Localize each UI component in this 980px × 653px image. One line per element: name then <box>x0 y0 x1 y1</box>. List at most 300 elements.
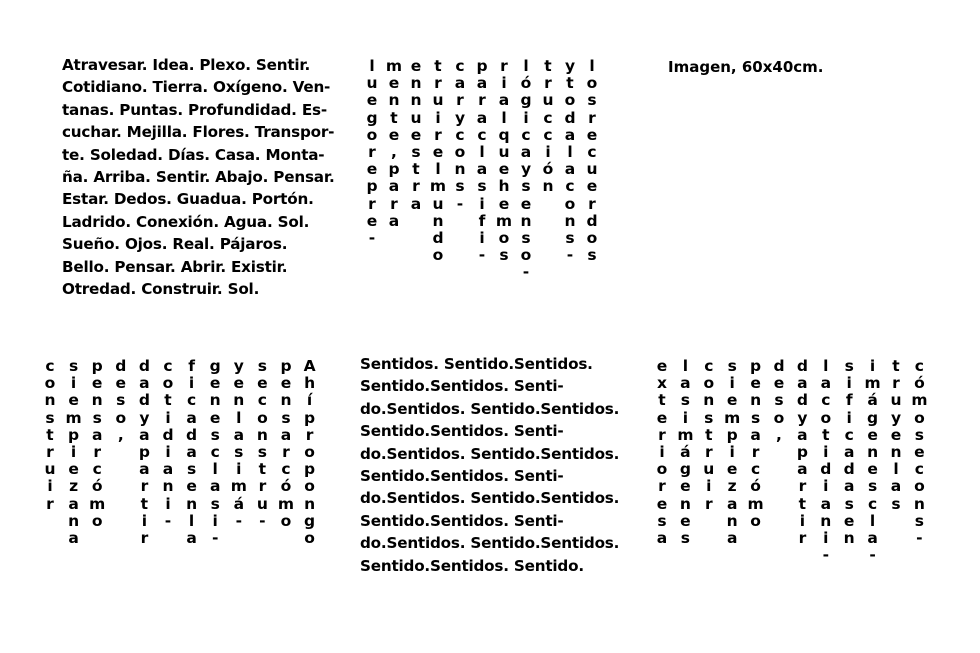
column-letter: s <box>281 408 291 427</box>
paragraph-line: Otredad. Construir. Sol. <box>62 280 260 299</box>
column-letter: a <box>139 460 150 479</box>
column-letter: g <box>867 408 879 427</box>
vertical-column <box>134 358 154 547</box>
column-letter: a <box>843 443 855 462</box>
column-letter: d <box>432 229 444 248</box>
column-letter: g <box>366 108 378 127</box>
column-letter: a <box>820 374 832 393</box>
column-letter: p <box>68 425 80 444</box>
vertical-column <box>40 358 60 513</box>
column-letter: y <box>890 408 902 427</box>
column-letter: z <box>727 477 737 496</box>
column-letter: - <box>211 529 219 548</box>
vertical-column <box>406 58 426 213</box>
column-letter: o <box>564 91 576 110</box>
column-letter: o <box>586 74 598 93</box>
column-letter: e <box>257 374 268 393</box>
column-letter: n <box>68 511 80 530</box>
vertical-column <box>252 358 272 530</box>
column-letter: r <box>478 91 486 110</box>
column-letter: m <box>89 494 106 513</box>
column-letter: i <box>236 460 242 479</box>
vertical-column <box>792 358 812 547</box>
column-letter: s <box>844 494 854 513</box>
column-letter: á <box>867 391 878 410</box>
column-letter: s <box>914 425 924 444</box>
column-letter: e <box>914 443 925 462</box>
column-letter: - <box>522 263 530 282</box>
column-letter: e <box>91 374 103 393</box>
column-letter: p <box>796 443 808 462</box>
column-letter: ó <box>542 160 554 179</box>
column-letter: u <box>542 91 554 110</box>
column-letter: n <box>867 443 879 462</box>
column-letter: l <box>567 143 573 162</box>
column-letter: a <box>233 425 245 444</box>
vertical-column <box>886 358 906 513</box>
column-letter: i <box>682 408 689 427</box>
column-letter: a <box>867 529 878 548</box>
column-letter: r <box>434 74 442 93</box>
column-letter: g <box>679 460 691 479</box>
paragraph-line: Sueño. Ojos. Real. Pájaros. <box>62 235 288 254</box>
column-letter: u <box>44 460 56 479</box>
column-letter: p <box>750 357 762 375</box>
paragraph-line: Sentido.Sentidos. Sentido. <box>360 556 584 575</box>
column-letter: d <box>820 460 832 479</box>
column-letter: f <box>188 357 195 375</box>
column-letter: g <box>520 91 532 110</box>
column-letter: s <box>891 494 901 513</box>
column-letter: c <box>821 391 831 410</box>
column-letter: e <box>280 374 292 393</box>
column-letter: d <box>773 357 785 375</box>
column-letter: t <box>544 57 552 75</box>
column-letter: a <box>726 529 738 548</box>
column-letter: e <box>750 374 761 393</box>
column-letter: m <box>65 408 82 427</box>
paragraph-line: cuchar. Mejilla. Flores. Transpor- <box>62 123 335 142</box>
column-letter: a <box>843 477 855 496</box>
column-letter: i <box>165 408 171 427</box>
column-letter: o <box>454 143 466 162</box>
column-letter: o <box>280 511 292 530</box>
column-letter: e <box>498 160 510 179</box>
column-letter: a <box>410 194 422 213</box>
column-letter: r <box>704 494 713 513</box>
column-letter: a <box>797 460 808 479</box>
column-letter: t <box>434 57 442 75</box>
column-letter: f <box>845 391 853 410</box>
column-letter: c <box>210 443 220 462</box>
column-letter: t <box>140 494 149 513</box>
column-letter: p <box>280 357 292 375</box>
column-letter: i <box>729 443 735 462</box>
column-letter: o <box>914 408 925 427</box>
column-letter: i <box>165 443 171 462</box>
vertical-column <box>560 58 580 264</box>
column-letter: d <box>796 391 808 410</box>
column-letter: m <box>230 477 247 496</box>
vertical-column <box>472 58 492 264</box>
column-letter: p <box>726 425 738 444</box>
column-letter: a <box>139 374 150 393</box>
column-letter: m <box>429 177 447 196</box>
column-letter: - <box>478 246 486 265</box>
column-letter: t <box>892 357 900 375</box>
column-letter: c <box>750 460 761 479</box>
column-letter: i <box>435 108 441 127</box>
column-letter: r <box>434 125 442 144</box>
column-letter: a <box>280 425 292 444</box>
column-letter: - <box>869 546 876 565</box>
column-letter: t <box>658 391 666 410</box>
column-letter: i <box>141 511 148 530</box>
column-letter: s <box>680 391 690 410</box>
column-letter: m <box>495 211 513 230</box>
column-letter: t <box>822 425 830 444</box>
column-letter: l <box>823 357 829 375</box>
column-letter: o <box>162 374 174 393</box>
column-letter: p <box>304 460 316 479</box>
column-letter: d <box>586 211 598 230</box>
column-letter: a <box>186 443 197 462</box>
column-letter: s <box>680 529 690 548</box>
column-letter: ó <box>91 477 103 496</box>
column-letter: l <box>236 408 242 427</box>
column-letter: s <box>499 246 509 265</box>
column-letter: e <box>867 425 878 444</box>
column-letter: s <box>257 357 267 375</box>
column-letter: e <box>432 143 444 162</box>
column-letter: a <box>388 177 400 196</box>
column-letter: l <box>893 460 899 479</box>
vertical-column <box>428 58 448 264</box>
column-letter: , <box>117 425 124 444</box>
column-letter: e <box>656 494 668 513</box>
paragraph-line: Sentido.Sentidos. Senti- <box>360 511 564 530</box>
column-letter: z <box>69 477 79 496</box>
vertical-column <box>769 358 789 444</box>
column-letter: n <box>280 391 292 410</box>
column-letter: o <box>520 246 532 265</box>
column-letter: n <box>913 494 925 513</box>
column-letter: c <box>867 494 878 513</box>
column-letter: s <box>704 408 714 427</box>
column-letter: y <box>564 57 576 75</box>
column-letter: á <box>233 494 245 513</box>
column-letter: e <box>366 211 378 230</box>
column-letter: l <box>501 108 507 127</box>
column-letter: a <box>820 494 832 513</box>
column-letter: u <box>432 194 444 213</box>
column-letter: ó <box>914 374 925 393</box>
column-letter: o <box>498 229 510 248</box>
column-letter: c <box>565 177 575 196</box>
column-letter: e <box>410 57 422 75</box>
column-letter: l <box>869 511 876 530</box>
column-letter: n <box>432 211 444 230</box>
column-letter: i <box>479 229 485 248</box>
column-letter: l <box>589 57 595 75</box>
column-letter: y <box>454 108 466 127</box>
paragraph-line: Atravesar. Idea. Plexo. Sentir. <box>62 56 311 74</box>
column-letter: e <box>233 374 245 393</box>
vertical-column <box>652 358 672 547</box>
paragraph-line: Estar. Dedos. Guadua. Portón. <box>62 190 314 209</box>
column-letter: m <box>747 494 764 513</box>
column-letter: c <box>163 357 173 375</box>
column-letter: i <box>799 511 806 530</box>
column-letter: e <box>366 91 378 110</box>
column-letter: r <box>368 143 376 162</box>
column-letter: o <box>773 408 785 427</box>
column-letter: p <box>366 177 378 196</box>
paragraph-line: ña. Arriba. Sentir. Abajo. Pensar. <box>62 168 335 187</box>
column-letter: u <box>703 460 715 479</box>
column-letter: y <box>520 160 532 179</box>
column-letter: e <box>867 460 878 479</box>
column-letter: a <box>139 425 150 444</box>
column-letter: i <box>212 511 218 530</box>
column-letter: c <box>543 108 553 127</box>
column-letter: - <box>456 194 464 213</box>
column-letter: n <box>388 91 400 110</box>
column-letter: c <box>844 425 854 444</box>
column-letter: t <box>412 160 420 179</box>
column-letter: d <box>162 425 174 444</box>
vertical-column <box>909 358 929 547</box>
column-letter: e <box>388 125 400 144</box>
column-letter: e <box>388 74 400 93</box>
column-letter: c <box>543 125 553 144</box>
column-letter: h <box>304 374 316 393</box>
column-letter: p <box>91 357 103 375</box>
column-letter: n <box>703 391 715 410</box>
column-letter: i <box>70 443 77 462</box>
column-letter: i <box>869 357 876 375</box>
column-letter: o <box>44 374 56 393</box>
column-letter: i <box>479 194 485 213</box>
column-letter: ó <box>520 74 532 93</box>
column-letter: s <box>477 177 487 196</box>
column-letter: u <box>366 74 378 93</box>
column-letter: s <box>234 443 244 462</box>
vertical-column <box>722 358 742 547</box>
column-letter: a <box>476 74 488 93</box>
paragraph-sentidos <box>360 353 619 577</box>
column-letter: f <box>478 211 486 230</box>
vertical-column <box>276 358 296 530</box>
column-letter: s <box>45 408 55 427</box>
column-letter: d <box>138 391 150 410</box>
column-letter: d <box>843 460 855 479</box>
column-letter: e <box>68 460 79 479</box>
column-letter: l <box>479 143 485 162</box>
column-letter: - <box>566 246 574 265</box>
column-letter: - <box>259 511 266 530</box>
column-letter: n <box>843 529 855 548</box>
column-letter: i <box>659 443 665 462</box>
column-letter: c <box>281 460 291 479</box>
column-letter: e <box>586 125 598 144</box>
column-letter: m <box>277 494 295 513</box>
vertical-column <box>582 58 602 264</box>
column-letter: c <box>704 357 714 375</box>
column-letter: x <box>657 374 667 393</box>
column-letter: r <box>305 425 314 444</box>
column-letter: r <box>140 477 149 496</box>
column-letter: d <box>186 425 198 444</box>
column-letter: r <box>588 194 596 213</box>
column-letter: s <box>587 91 597 110</box>
column-letter: e <box>209 408 221 427</box>
column-letter: r <box>93 443 102 462</box>
column-letter: i <box>70 374 77 393</box>
paragraph-line: Cotidiano. Tierra. Oxígeno. Ven- <box>62 78 331 97</box>
column-letter: a <box>680 374 691 393</box>
column-letter: s <box>521 177 531 196</box>
column-letter: s <box>92 408 102 427</box>
column-letter: e <box>498 194 510 213</box>
column-letter: r <box>456 91 464 110</box>
column-letter: n <box>679 494 691 513</box>
vertical-column <box>450 58 470 213</box>
column-letter: l <box>435 160 441 179</box>
column-letter: c <box>477 125 487 144</box>
column-letter: o <box>115 408 127 427</box>
column-letter: s <box>257 443 267 462</box>
column-letter: r <box>658 477 666 496</box>
column-letter: n <box>91 391 103 410</box>
column-letter: e <box>680 477 691 496</box>
column-letter: c <box>455 125 465 144</box>
column-letter: - <box>235 511 243 530</box>
column-letter: a <box>388 211 400 230</box>
column-letter: r <box>412 177 420 196</box>
paragraph-line: Sentido.Sentidos. Senti- <box>360 377 564 396</box>
vertical-column <box>384 58 404 230</box>
column-letter: s <box>867 477 878 496</box>
vertical-column <box>675 358 695 547</box>
column-letter: c <box>914 460 924 479</box>
column-letter: s <box>116 391 126 410</box>
column-letter: y <box>233 357 244 375</box>
column-letter: u <box>432 91 444 110</box>
vertical-column <box>158 358 178 530</box>
column-letter: a <box>68 529 79 548</box>
column-letter: i <box>47 477 53 496</box>
paragraph-line: Sentidos. Sentido.Sentidos. <box>360 355 593 373</box>
column-letter: i <box>165 494 171 513</box>
column-letter: c <box>455 57 465 75</box>
column-letter: c <box>186 391 197 410</box>
column-letter: c <box>45 357 55 375</box>
column-letter: a <box>656 529 668 548</box>
column-letter: n <box>890 443 902 462</box>
column-letter: m <box>724 408 741 427</box>
column-letter: t <box>566 74 574 93</box>
column-letter: e <box>843 511 855 530</box>
column-letter: e <box>586 177 598 196</box>
column-letter: s <box>186 460 197 479</box>
column-letter: r <box>258 477 267 496</box>
column-letter: a <box>476 160 488 179</box>
column-letter: u <box>256 494 268 513</box>
paragraph-line: Sentido.Sentidos. Senti- <box>360 467 564 486</box>
column-letter: - <box>368 229 376 248</box>
column-letter: i <box>545 143 551 162</box>
column-letter: s <box>521 229 531 248</box>
paragraph-line: do.Sentidos. Sentido.Sentidos. <box>360 489 620 508</box>
column-letter: o <box>91 511 103 530</box>
column-letter: e <box>773 374 785 393</box>
column-letter: d <box>138 357 150 375</box>
column-letter: o <box>304 443 315 462</box>
column-letter: e <box>410 125 422 144</box>
column-letter: n <box>233 391 245 410</box>
column-letter: a <box>209 477 221 496</box>
column-letter: i <box>523 108 529 127</box>
column-letter: s <box>750 408 761 427</box>
column-letter: a <box>186 408 197 427</box>
column-letter: r <box>892 374 900 393</box>
paragraph-line: do.Sentidos. Sentido.Sentidos. <box>360 444 620 463</box>
column-letter: l <box>212 460 218 479</box>
column-letter: n <box>410 91 422 110</box>
column-letter: a <box>68 494 79 513</box>
column-letter: i <box>823 477 829 496</box>
paragraph-line: do.Sentidos. Sentido.Sentidos. <box>360 534 620 553</box>
column-letter: n <box>44 391 56 410</box>
column-letter: n <box>410 74 422 93</box>
column-letter: e <box>366 160 378 179</box>
column-letter: o <box>656 460 668 479</box>
vertical-column <box>863 358 883 564</box>
paragraph-line: Ladrido. Conexión. Agua. Sol. <box>62 212 310 231</box>
vertical-column <box>746 358 766 530</box>
column-letter: n <box>564 211 576 230</box>
column-letter: p <box>388 160 400 179</box>
column-letter: s <box>914 511 924 530</box>
column-letter: a <box>162 460 174 479</box>
paragraph-line: Bello. Pensar. Abrir. Existir. <box>62 257 288 276</box>
column-letter: , <box>776 425 782 444</box>
column-letter: c <box>257 391 267 410</box>
caption: Imagen, 60x40cm. <box>668 58 824 76</box>
column-letter: r <box>46 494 54 513</box>
paragraph-words <box>62 54 335 300</box>
column-letter: e <box>520 194 532 213</box>
column-letter: a <box>520 143 532 162</box>
column-letter: m <box>864 374 881 393</box>
column-letter: m <box>911 391 928 410</box>
column-letter: u <box>890 391 902 410</box>
column-letter: e <box>656 357 668 375</box>
column-letter: q <box>498 125 510 144</box>
column-letter: u <box>498 143 510 162</box>
column-letter: p <box>138 443 150 462</box>
column-letter: r <box>390 194 398 213</box>
column-letter: n <box>256 425 268 444</box>
vertical-column <box>699 358 719 513</box>
column-letter: o <box>366 125 378 144</box>
column-letter: s <box>455 177 465 196</box>
column-letter: r <box>282 443 290 462</box>
vertical-column <box>516 58 536 282</box>
column-letter: t <box>798 494 807 513</box>
column-letter: u <box>586 160 598 179</box>
